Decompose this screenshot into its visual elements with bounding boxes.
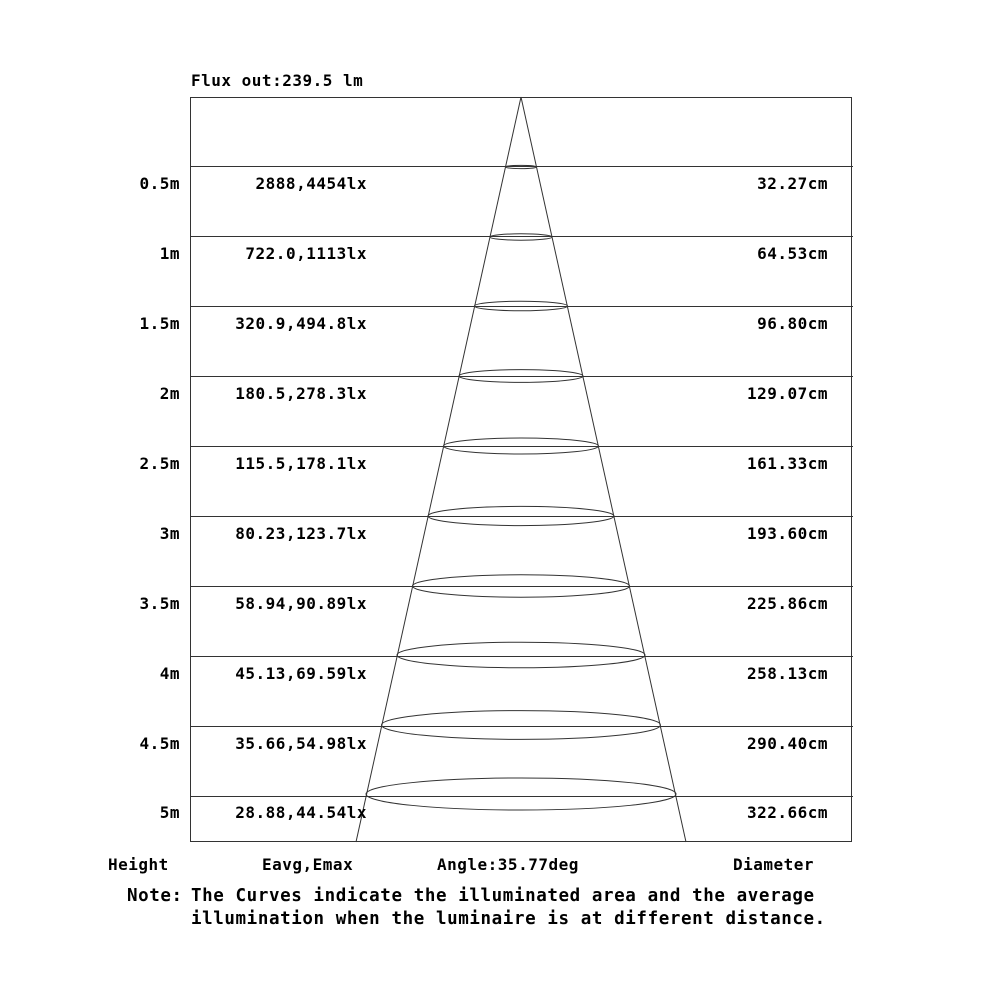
diameter-value: 290.40cm	[746, 734, 828, 753]
cone-right-edge	[521, 97, 686, 842]
diameter-value: 64.53cm	[757, 244, 828, 263]
eavg-column-label: Eavg,Emax	[262, 855, 354, 874]
cone-left-edge	[356, 97, 521, 842]
illuminance-value: 58.94,90.89lx	[235, 594, 367, 613]
illuminance-value: 180.5,278.3lx	[235, 384, 367, 403]
beam-ellipse-1m	[490, 234, 552, 240]
beam-ellipse-5m	[366, 778, 676, 810]
height-label: 0.5m	[139, 174, 180, 193]
height-label: 1.5m	[139, 314, 180, 333]
height-label: 5m	[159, 803, 180, 822]
note-line-2: illumination when the luminaire is at different distance.	[191, 909, 826, 929]
diameter-value: 225.86cm	[746, 594, 828, 613]
height-label: 4.5m	[139, 734, 180, 753]
diameter-value: 161.33cm	[746, 454, 828, 473]
beam-angle-label: Angle:35.77deg	[437, 855, 579, 874]
height-label: 3.5m	[139, 594, 180, 613]
illuminance-value: 722.0,1113lx	[245, 244, 367, 263]
beam-ellipse-2-5m	[444, 438, 599, 454]
diameter-value: 322.66cm	[746, 803, 828, 822]
beam-ellipse-3-5m	[413, 575, 630, 597]
beam-ellipse-4-5m	[382, 711, 661, 740]
diameter-value: 258.13cm	[746, 664, 828, 683]
illuminance-value: 80.23,123.7lx	[235, 524, 367, 543]
note-prefix: Note:	[127, 886, 183, 906]
illuminance-value: 28.88,44.54lx	[235, 803, 367, 822]
beam-ellipse-2m	[459, 370, 583, 383]
height-column-label: Height	[108, 855, 169, 874]
diameter-value: 32.27cm	[757, 174, 828, 193]
illuminance-value: 35.66,54.98lx	[235, 734, 367, 753]
flux-label: Flux out:239.5 lm	[191, 71, 364, 90]
beam-ellipse-3m	[428, 506, 614, 525]
beam-ellipse-4m	[397, 642, 645, 668]
illuminance-value: 115.5,178.1lx	[235, 454, 367, 473]
height-label: 2.5m	[139, 454, 180, 473]
height-label: 2m	[159, 384, 180, 403]
illuminance-value: 45.13,69.59lx	[235, 664, 367, 683]
height-label: 4m	[159, 664, 180, 683]
height-label: 3m	[159, 524, 180, 543]
illuminance-value: 320.9,494.8lx	[235, 314, 367, 333]
diameter-value: 193.60cm	[746, 524, 828, 543]
diameter-column-label: Diameter	[733, 855, 815, 874]
beam-ellipse-1-5m	[475, 301, 568, 311]
illuminance-value: 2888,4454lx	[255, 174, 367, 193]
note-line-1: The Curves indicate the illuminated area and the average	[191, 886, 815, 906]
beam-ellipse-0-5m	[506, 165, 537, 168]
height-label: 1m	[159, 244, 180, 263]
diameter-value: 129.07cm	[746, 384, 828, 403]
diameter-value: 96.80cm	[757, 314, 828, 333]
